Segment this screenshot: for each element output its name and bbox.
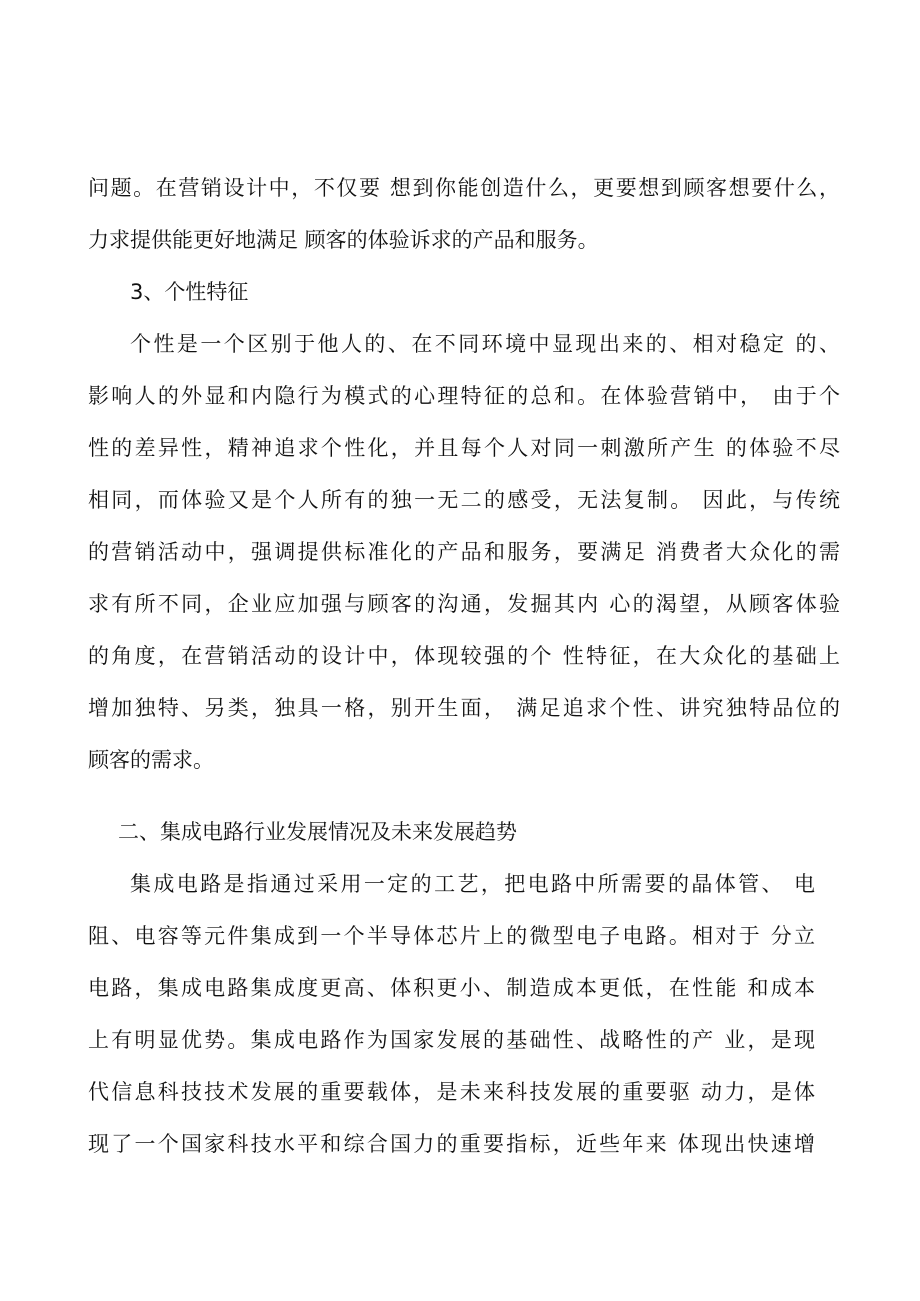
paragraph-line: 上有明显优势。集成电路作为国家发展的基础性、战略性的产 业，是现	[88, 1028, 815, 1052]
paragraph-line: 问题。在营销设计中，不仅要 想到你能创造什么，更要想到顾客想要什么，	[88, 176, 840, 200]
paragraph-line: 影响人的外显和内隐行为模式的心理特征的总和。在体验营销中， 由于个	[88, 384, 840, 408]
paragraph-line: 顾客的需求。	[88, 748, 214, 772]
paragraph-line: 求有所不同，企业应加强与顾客的沟通，发掘其内 心的渴望，从顾客体验	[88, 592, 840, 616]
section-heading: 3、个性特征	[130, 280, 249, 304]
paragraph-line: 集成电路是指通过采用一定的工艺，把电路中所需要的晶体管、 电	[130, 872, 815, 896]
paragraph-line: 现了一个国家科技水平和综合国力的重要指标，近些年来 体现出快速增	[88, 1132, 815, 1156]
paragraph-line: 个性是一个区别于他人的、在不同环境中显现出来的、相对稳定 的、	[130, 332, 840, 356]
paragraph-line: 增加独特、另类，独具一格，别开生面， 满足追求个性、讲究独特品位的	[88, 696, 840, 720]
paragraph-line: 性的差异性，精神追求个性化，并且每个人对同一刺激所产生 的体验不尽	[88, 436, 840, 460]
paragraph-line: 力求提供能更好地满足 顾客的体验诉求的产品和服务。	[88, 228, 599, 252]
paragraph-line: 的角度，在营销活动的设计中，体现较强的个 性特征，在大众化的基础上	[88, 644, 840, 668]
paragraph-line: 电路，集成电路集成度更高、体积更小、制造成本更低，在性能 和成本	[88, 976, 815, 1000]
section-heading: 二、集成电路行业发展情况及未来发展趋势	[118, 820, 517, 844]
paragraph-line: 的营销活动中，强调提供标准化的产品和服务，要满足 消费者大众化的需	[88, 540, 840, 564]
paragraph-line: 阻、电容等元件集成到一个半导体芯片上的微型电子电路。相对于 分立	[88, 924, 815, 948]
paragraph-line: 相同，而体验又是个人所有的独一无二的感受，无法复制。 因此，与传统	[88, 488, 840, 512]
paragraph-line: 代信息科技技术发展的重要载体，是未来科技发展的重要驱 动力，是体	[88, 1080, 815, 1104]
